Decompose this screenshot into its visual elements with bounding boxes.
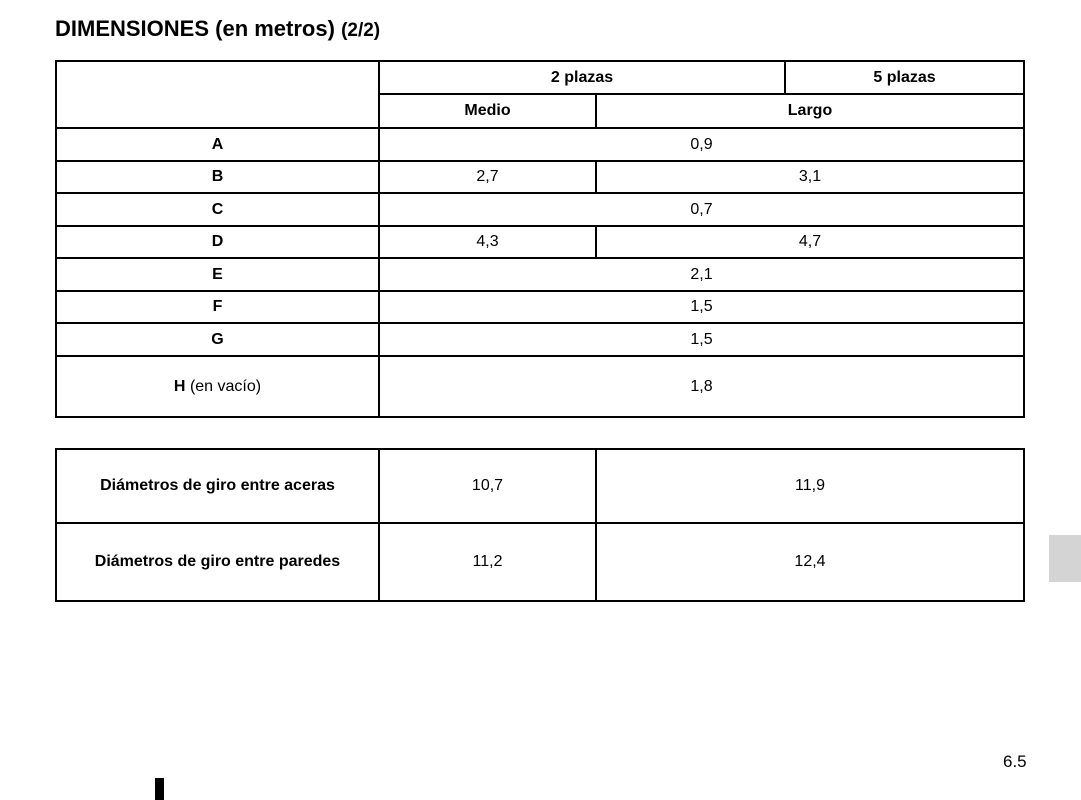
table-row xyxy=(56,128,1024,161)
page-title xyxy=(55,16,380,42)
row-value: 1,8 xyxy=(379,356,1024,417)
row-label: Diámetros de giro entre paredes xyxy=(56,523,379,601)
table-row xyxy=(56,226,1024,258)
table-row xyxy=(56,258,1024,291)
header-5plazas: 5 plazas xyxy=(785,61,1024,94)
header-medio: Medio xyxy=(379,94,596,128)
row-value-medio: 10,7 xyxy=(379,449,596,523)
table-row xyxy=(56,193,1024,226)
row-label: F xyxy=(56,291,379,323)
row-value-largo: 11,9 xyxy=(596,449,1024,523)
section-tab-marker xyxy=(1049,535,1081,582)
row-label: Diámetros de giro entre aceras xyxy=(56,449,379,523)
title-main: DIMENSIONES (en metros) xyxy=(55,16,335,41)
dimensions-table xyxy=(55,60,1025,418)
table-row xyxy=(56,449,1024,523)
title-suffix: (2/2) xyxy=(341,20,381,41)
row-label: A xyxy=(56,128,379,161)
header-empty-cell xyxy=(56,61,379,128)
table-row xyxy=(56,291,1024,323)
row-label: G xyxy=(56,323,379,356)
row-value-medio: 11,2 xyxy=(379,523,596,601)
row-value: 1,5 xyxy=(379,291,1024,323)
table-row xyxy=(56,161,1024,193)
row-label: C xyxy=(56,193,379,226)
row-value-largo: 4,7 xyxy=(596,226,1024,258)
turning-diameter-table xyxy=(55,448,1025,602)
row-value-largo: 3,1 xyxy=(596,161,1024,193)
row-label-suffix: (en vacío) xyxy=(189,377,262,395)
crop-mark xyxy=(155,778,164,800)
row-label: B xyxy=(56,161,379,193)
row-value: 0,7 xyxy=(379,193,1024,226)
row-value-medio: 4,3 xyxy=(379,226,596,258)
table-row xyxy=(56,523,1024,601)
row-label: H xyxy=(173,377,186,395)
row-value: 2,1 xyxy=(379,258,1024,291)
row-label-h xyxy=(56,356,379,417)
row-value: 0,9 xyxy=(379,128,1024,161)
row-label: D xyxy=(56,226,379,258)
row-label: E xyxy=(56,258,379,291)
table-row xyxy=(56,323,1024,356)
page-number: 6.5 xyxy=(1003,752,1027,771)
header-row-1 xyxy=(56,61,1024,94)
row-value-medio: 2,7 xyxy=(379,161,596,193)
row-value-largo: 12,4 xyxy=(596,523,1024,601)
table-row xyxy=(56,356,1024,417)
row-value: 1,5 xyxy=(379,323,1024,356)
header-largo: Largo xyxy=(596,94,1024,128)
header-2plazas: 2 plazas xyxy=(379,61,785,94)
